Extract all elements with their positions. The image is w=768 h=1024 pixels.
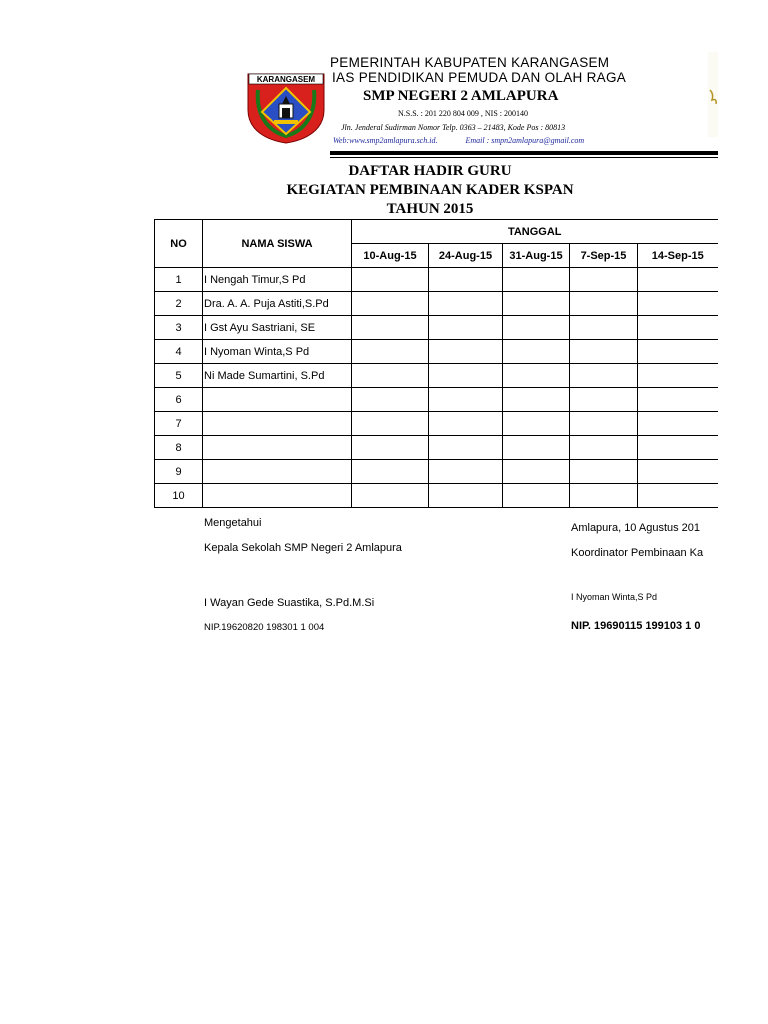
row-name: I Gst Ayu Sastriani, SE — [203, 316, 352, 340]
col-header-name: NAMA SISWA — [203, 220, 352, 268]
doc-title: DAFTAR HADIR GURU — [348, 163, 512, 179]
attendance-cell[interactable] — [429, 388, 503, 412]
row-number: 10 — [155, 484, 203, 508]
attendance-cell[interactable] — [429, 268, 503, 292]
attendance-cell[interactable] — [570, 460, 638, 484]
attendance-cell[interactable] — [429, 364, 503, 388]
table-row — [155, 292, 718, 316]
row-name — [203, 388, 352, 412]
kop-school-name: SMP NEGERI 2 AMLAPURA — [363, 88, 559, 104]
table-row — [155, 364, 718, 388]
doc-year: TAHUN 2015 — [386, 201, 474, 217]
attendance-cell[interactable] — [638, 340, 718, 364]
row-name — [203, 412, 352, 436]
row-name — [203, 460, 352, 484]
attendance-cell[interactable] — [570, 388, 638, 412]
page-edge-mask — [718, 0, 768, 1024]
footer-coordinator-nip: NIP. 19690115 199103 1 0 — [571, 620, 701, 632]
attendance-cell[interactable] — [570, 412, 638, 436]
col-header-tanggal: TANGGAL — [352, 220, 718, 244]
attendance-cell[interactable] — [503, 436, 570, 460]
attendance-cell[interactable] — [570, 484, 638, 508]
attendance-cell[interactable] — [429, 340, 503, 364]
attendance-cell[interactable] — [503, 340, 570, 364]
attendance-cell[interactable] — [429, 412, 503, 436]
row-name: I Nyoman Winta,S Pd — [203, 340, 352, 364]
kop-divider-thin — [330, 157, 718, 158]
attendance-cell[interactable] — [638, 316, 718, 340]
attendance-cell[interactable] — [503, 292, 570, 316]
svg-text:KARANGASEM: KARANGASEM — [256, 75, 316, 84]
row-number: 2 — [155, 292, 203, 316]
attendance-cell[interactable] — [638, 268, 718, 292]
kop-department: IAS PENDIDIKAN PEMUDA DAN OLAH RAGA — [332, 70, 627, 85]
row-number: 3 — [155, 316, 203, 340]
attendance-cell[interactable] — [638, 484, 718, 508]
row-name — [203, 484, 352, 508]
row-number: 4 — [155, 340, 203, 364]
right-logo-fragment — [708, 52, 718, 137]
kop-government: PEMERINTAH KABUPATEN KARANGASEM — [330, 55, 610, 70]
attendance-cell[interactable] — [352, 484, 429, 508]
attendance-cell[interactable] — [429, 460, 503, 484]
attendance-cell[interactable] — [503, 316, 570, 340]
row-name: Dra. A. A. Puja Astiti,S.Pd — [203, 292, 352, 316]
attendance-cell[interactable] — [638, 436, 718, 460]
table-row — [155, 316, 718, 340]
attendance-cell[interactable] — [570, 292, 638, 316]
attendance-cell[interactable] — [503, 484, 570, 508]
date-header: 10-Aug-15 — [352, 244, 429, 268]
attendance-cell[interactable] — [503, 412, 570, 436]
row-number: 8 — [155, 436, 203, 460]
date-header: 31-Aug-15 — [503, 244, 570, 268]
karangasem-logo — [246, 70, 326, 144]
table-row — [155, 460, 718, 484]
col-header-no: NO — [155, 220, 203, 268]
row-name: Ni Made Sumartini, S.Pd — [203, 364, 352, 388]
attendance-cell[interactable] — [638, 364, 718, 388]
attendance-cell[interactable] — [570, 340, 638, 364]
attendance-table — [154, 219, 718, 508]
date-header: 14-Sep-15 — [638, 244, 718, 268]
footer-principal-nip: NIP.19620820 198301 1 004 — [204, 622, 325, 633]
attendance-cell[interactable] — [570, 316, 638, 340]
footer-acknowledged: Mengetahui — [204, 517, 262, 529]
attendance-cell[interactable] — [429, 316, 503, 340]
attendance-cell[interactable] — [352, 316, 429, 340]
kop-ids: N.S.S. : 201 220 804 009 , NIS : 200140 — [398, 109, 529, 118]
footer-coordinator-name: I Nyoman Winta,S Pd — [571, 592, 658, 602]
attendance-cell[interactable] — [352, 268, 429, 292]
attendance-cell[interactable] — [352, 388, 429, 412]
kop-web-link[interactable]: Web:www.smp2amlapura.sch.id. — [333, 136, 438, 145]
row-number: 6 — [155, 388, 203, 412]
attendance-cell[interactable] — [352, 436, 429, 460]
attendance-cell[interactable] — [352, 292, 429, 316]
attendance-cell[interactable] — [429, 484, 503, 508]
table-row — [155, 268, 718, 292]
row-name: I Nengah Timur,S Pd — [203, 268, 352, 292]
doc-subtitle: KEGIATAN PEMBINAAN KADER KSPAN — [286, 182, 574, 198]
kop-address: Jln. Jenderal Sudirman Nomor Telp. 0363 – 21483, Kode Pos : 80813 — [341, 123, 566, 132]
attendance-cell[interactable] — [638, 412, 718, 436]
date-header: 7-Sep-15 — [570, 244, 638, 268]
table-row — [155, 388, 718, 412]
attendance-cell[interactable] — [352, 340, 429, 364]
attendance-cell[interactable] — [503, 460, 570, 484]
attendance-cell[interactable] — [638, 388, 718, 412]
kop-divider-thick — [330, 151, 718, 155]
attendance-cell[interactable] — [570, 364, 638, 388]
row-number: 7 — [155, 412, 203, 436]
attendance-cell[interactable] — [429, 436, 503, 460]
row-number: 9 — [155, 460, 203, 484]
attendance-cell[interactable] — [570, 436, 638, 460]
attendance-cell[interactable] — [503, 364, 570, 388]
kop-email-link[interactable]: Email : smpn2amlapura@gmail.com — [465, 136, 585, 145]
table-row — [155, 484, 718, 508]
attendance-cell[interactable] — [638, 460, 718, 484]
row-number: 1 — [155, 268, 203, 292]
row-number: 5 — [155, 364, 203, 388]
footer-place-date: Amlapura, 10 Agustus 201 — [571, 522, 701, 534]
table-row — [155, 412, 718, 436]
attendance-cell[interactable] — [352, 364, 429, 388]
footer-principal-title: Kepala Sekolah SMP Negeri 2 Amlapura — [204, 542, 402, 554]
table-row — [155, 340, 718, 364]
table-row — [155, 436, 718, 460]
footer-coordinator-title: Koordinator Pembinaan Ka — [571, 547, 704, 559]
attendance-cell[interactable] — [352, 460, 429, 484]
attendance-cell[interactable] — [570, 268, 638, 292]
date-header: 24-Aug-15 — [429, 244, 503, 268]
kop-contacts — [333, 136, 584, 145]
attendance-cell[interactable] — [503, 388, 570, 412]
footer-principal-name: I Wayan Gede Suastika, S.Pd.M.Si — [204, 597, 375, 609]
attendance-cell[interactable] — [429, 292, 503, 316]
row-name — [203, 436, 352, 460]
attendance-cell[interactable] — [352, 412, 429, 436]
attendance-cell[interactable] — [638, 292, 718, 316]
attendance-cell[interactable] — [503, 268, 570, 292]
